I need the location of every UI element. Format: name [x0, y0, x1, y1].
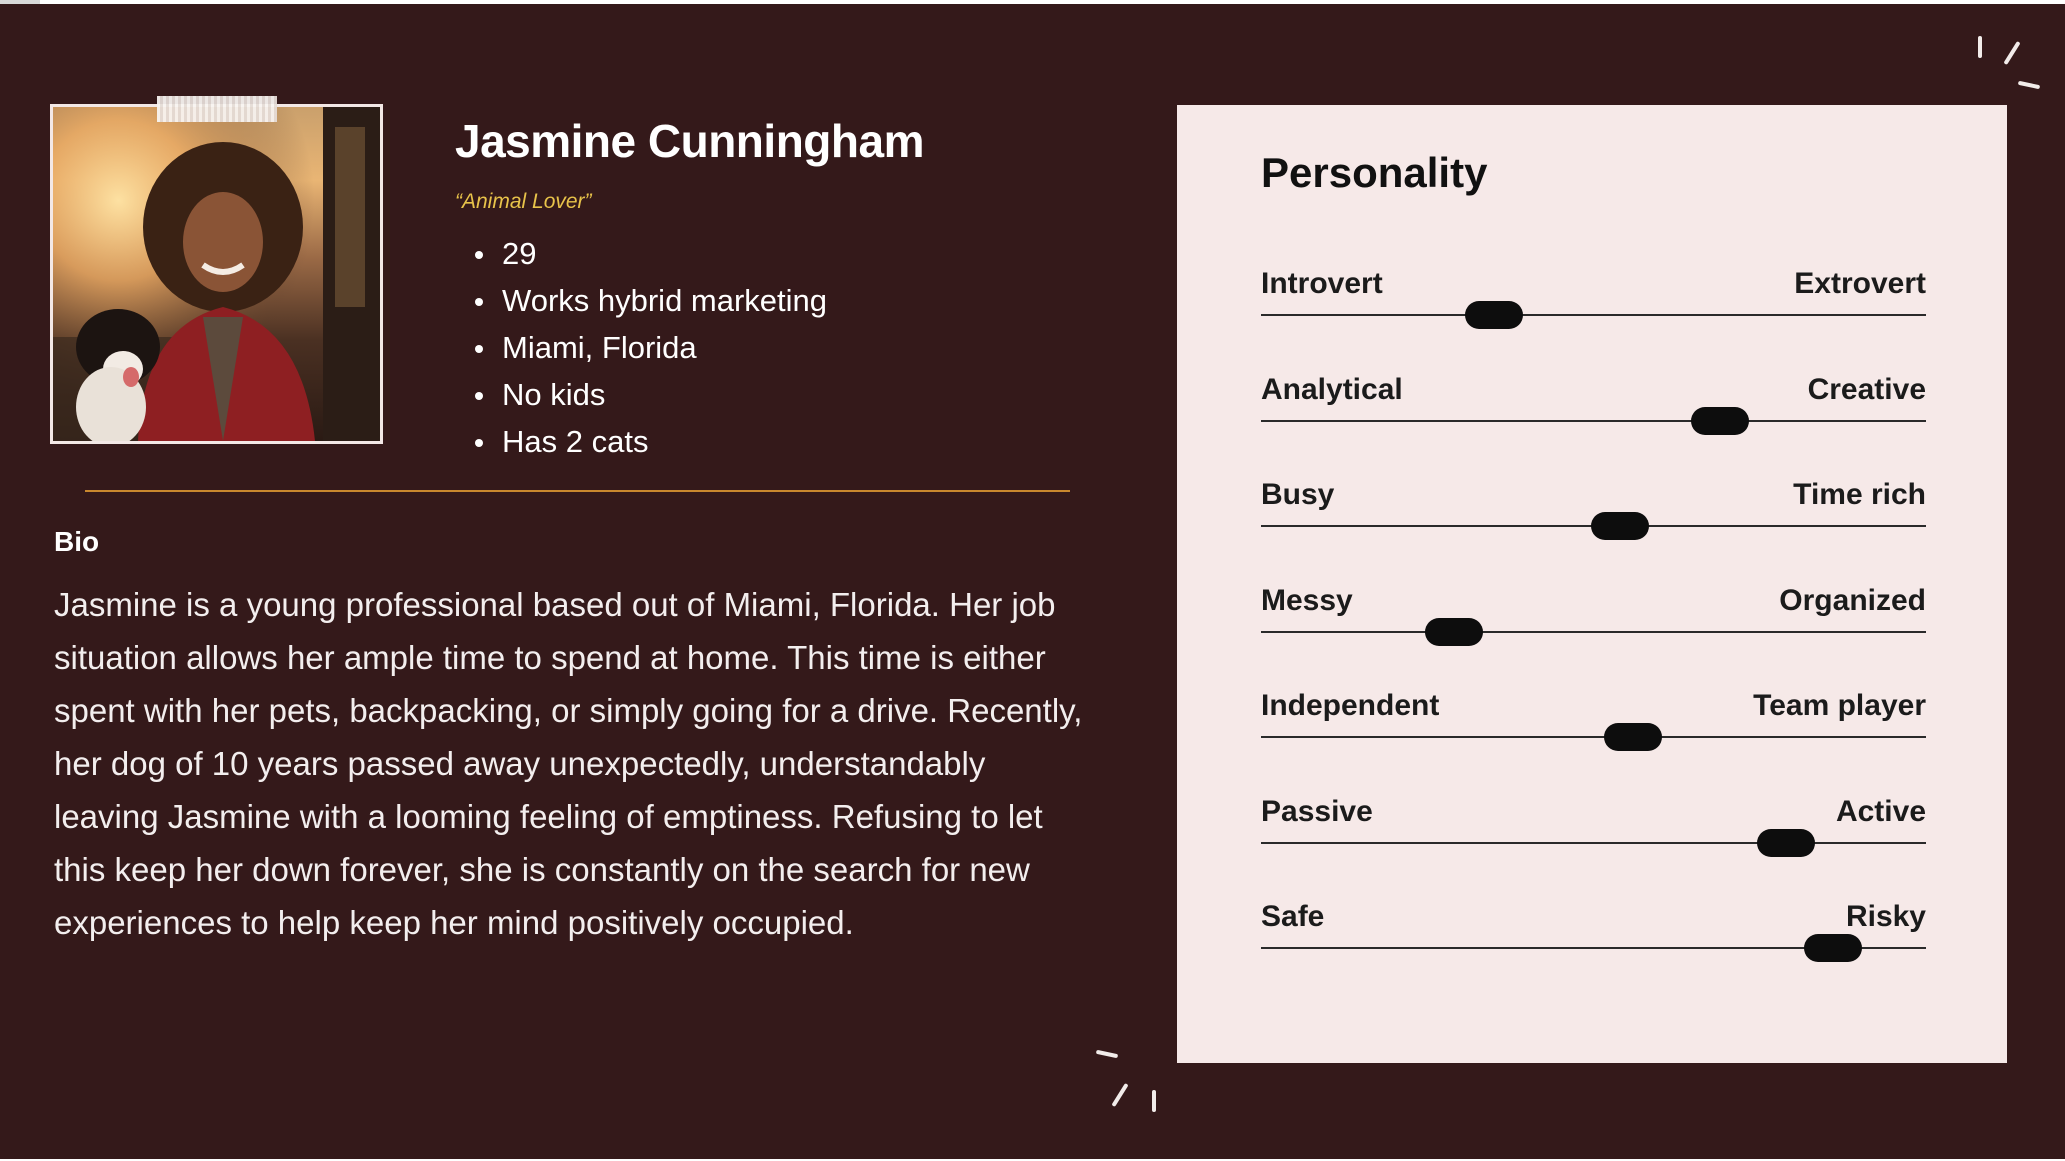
persona-facts-list [470, 230, 827, 465]
profile-photo [50, 104, 383, 444]
trait-right-label: Risky [1845, 900, 1926, 933]
trait-knob [1804, 934, 1862, 962]
trait-right-label: Team player [1753, 689, 1926, 722]
doodle-mark [1096, 1050, 1118, 1058]
trait-track [1261, 631, 1926, 633]
persona-tagline: “Animal Lover” [455, 190, 592, 213]
personality-card [1177, 105, 2007, 1063]
trait-slider-passive [1261, 795, 1926, 865]
trait-knob [1465, 301, 1523, 329]
fact-location: Miami, Florida [470, 324, 827, 371]
trait-slider-analytical [1261, 373, 1926, 443]
photo-tape-decoration [157, 96, 277, 122]
trait-left-label: Analytical [1261, 372, 1403, 406]
trait-left-label: Safe [1261, 900, 1325, 933]
trait-right-label: Extrovert [1794, 267, 1926, 300]
fact-kids: No kids [470, 371, 827, 418]
doodle-mark [1111, 1083, 1128, 1107]
trait-knob [1591, 512, 1649, 540]
trait-slider-busy [1261, 478, 1926, 548]
trait-track [1261, 842, 1926, 844]
fact-pets: Has 2 cats [470, 418, 827, 465]
bio-heading: Bio [54, 526, 100, 557]
trait-slider-messy [1261, 584, 1926, 654]
trait-left-label: Messy [1261, 583, 1353, 617]
trait-slider-independent [1261, 689, 1926, 759]
bio-text: Jasmine is a young professional based out of Miami, Florida. Her job situation allows her ample time to spend at home. This time is either spent with her pets, backpacking, or simply going for a drive. Recently, her dog of 10 years passed away unexpectedly, understandably leaving Jasmine with a looming feeling of emptiness. Refusing to let this keep her down forever, she is constantly on the search for new experiences to help keep her mind positively occupied. [54, 586, 1083, 941]
trait-right-label: Organized [1779, 583, 1926, 617]
trait-track [1261, 420, 1926, 422]
fact-age: 29 [470, 230, 827, 277]
trait-right-label: Active [1835, 794, 1926, 828]
trait-right-label: Creative [1807, 372, 1926, 406]
section-divider [85, 490, 1070, 492]
persona-slide [0, 4, 2065, 1159]
trait-left-label: Independent [1261, 689, 1440, 722]
personality-title: Personality [1261, 149, 1488, 196]
doodle-mark [2003, 41, 2020, 65]
trait-knob [1425, 618, 1483, 646]
doodle-mark [1978, 36, 1982, 58]
trait-track [1261, 736, 1926, 738]
trait-knob [1757, 829, 1815, 857]
doodle-mark [1152, 1090, 1156, 1112]
trait-left-label: Passive [1261, 794, 1373, 828]
trait-left-label: Busy [1261, 478, 1335, 511]
trait-knob [1691, 407, 1749, 435]
trait-right-label: Time rich [1793, 478, 1926, 511]
trait-slider-safe [1261, 900, 1926, 970]
trait-knob [1604, 723, 1662, 751]
persona-name: Jasmine Cunningham [455, 115, 924, 167]
profile-photo-illustration [53, 107, 380, 441]
doodle-mark [2018, 81, 2040, 89]
trait-left-label: Introvert [1261, 267, 1383, 300]
fact-work: Works hybrid marketing [470, 277, 827, 324]
trait-slider-introvert [1261, 267, 1926, 337]
trait-track [1261, 314, 1926, 316]
